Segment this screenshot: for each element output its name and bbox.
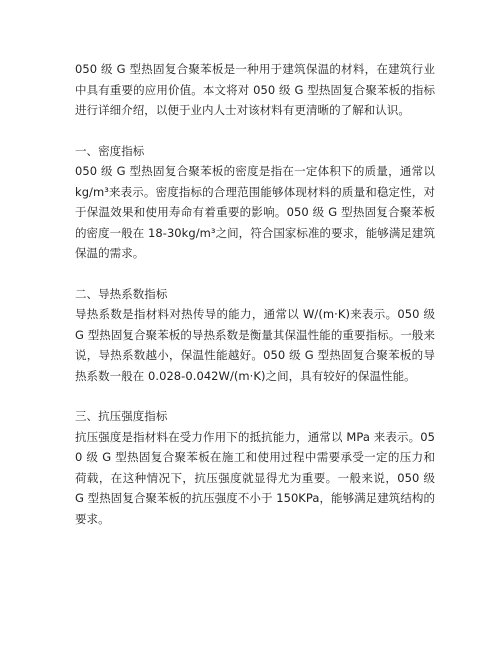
section-body-compressive-strength: 抗压强度是指材料在受力作用下的抵抗能力，通常以 MPa 来表示。050 级 G 型热固复合聚苯板在施工和使用过程中需要承受一定的压力和荷载，在这种情况下，抗压强度就显得尤为重要。一般来说，050 级 G 型热固复合聚苯板的抗压强度不小于 150KPa，能够满足建筑结构的要求。 xyxy=(75,429,435,526)
document-content xyxy=(75,59,435,529)
section-body-density: 050 级 G 型热固复合聚苯板的密度是指在一定体积下的质量，通常以 kg/m³来表示。密度指标的合理范围能够体现材料的质量和稳定性，对于保温效果和使用寿命有着重要的影响。050 级 G 型热固复合聚苯板的密度一般在 18-30kg/m³之间，符合国家标准的要求，能够满足建筑保温的需求。 xyxy=(75,164,436,260)
intro-paragraph: 050 级 G 型热固复合聚苯板是一种用于建筑保温的材料，在建筑行业中具有重要的应用价值。本文将对 050 级 G 型热固复合聚苯板的指标进行详细介绍，以便于业内人士对该材料有更清晰的了解和认识。 xyxy=(75,62,435,117)
section-heading-density: 一、密度指标 xyxy=(75,143,145,158)
section-heading-compressive-strength: 三、抗压强度指标 xyxy=(75,409,168,423)
section-heading-thermal-conductivity: 二、导热系数指标 xyxy=(75,286,168,301)
section-body-thermal-conductivity: 导热系数是指材料对热传导的能力，通常以 W/(m·K)来表示。050 级 G 型热固复合聚苯板的导热系数是衡量其保温性能的重要指标。一般来说，导热系数越小，保温性能越好。050 级 G 型热固复合聚苯板的导热系数一般在 0.028-0.042W/(m·K)之间，具有较好的保温性能。 xyxy=(75,307,435,383)
